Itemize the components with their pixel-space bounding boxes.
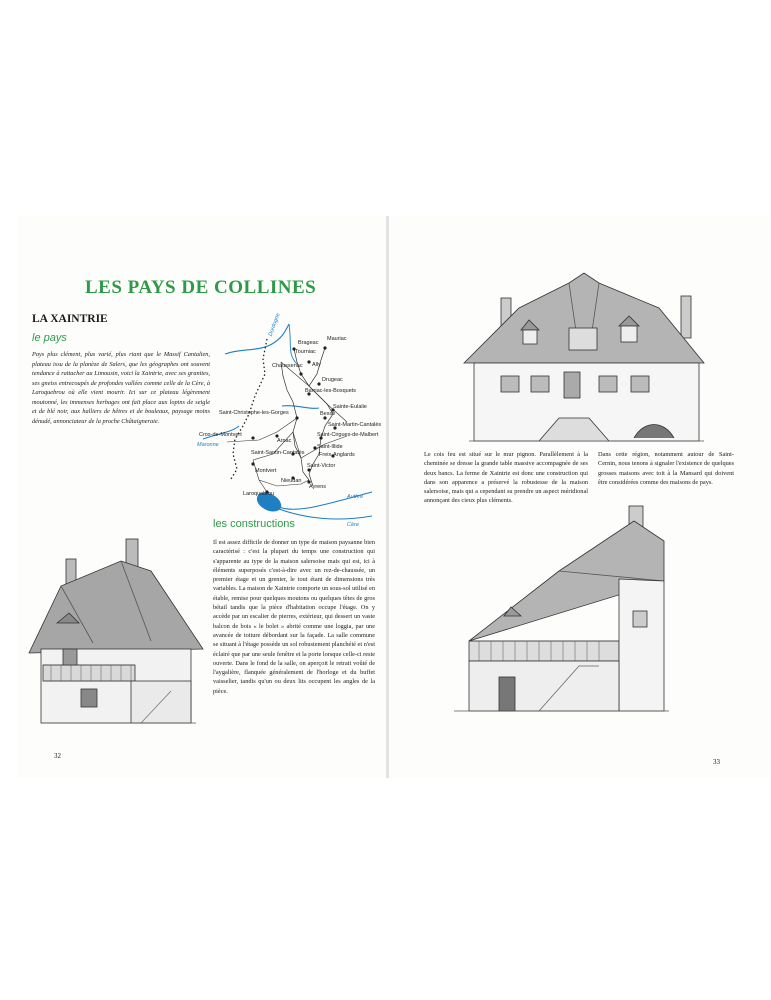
map-label-ayrens: Ayrens	[309, 484, 327, 490]
river-dordogne	[225, 324, 289, 354]
river-label-maronne: Maronne	[197, 442, 219, 448]
map-label-tourniac: Tourniac	[295, 349, 316, 355]
map-label-st-christophe: Saint-Christophe-les-Gorges	[219, 410, 289, 416]
farmhouse-balcony-illustration	[449, 501, 674, 731]
constructions-paragraph: Il est assez difficile de donner un type de maison paysanne bien caractérisé : c'est la plupart du temps une construction qui s'apparente au type de la maison salersoise mais qui est, ici à éléments superposés c'est-à-dire avec un rez-de-chaussée, un premier étage et un grenier, le tout étant de dimensions très variables. La maison de Xaintrie comporte un sous-sol utilisé en étable, remise pour quelques moutons ou quelques têtes de gros bétail tandis que la pièce d'habitation occupe l'étage. On y accède par un escalier de pierres, extérieur, qui dessert un vaste balcon de bois « le bolet » abrité comme une loggia, par une avancée de toiture débordant sur la façade. La salle commune se situant à l'étage possède un sol robustement planchéié et n'est éclairé que par une seule fenêtre et la porte lorsque celle-ci reste ouverte. Dans le fond de la salle, on aperçoit le retrait voûté de l'aygalière, flanquée généralement de l'horloge et du buffet vaisselier, tandis qu'un ou deux lits occupent les angles de la pièce.	[213, 539, 375, 695]
xaintrie-map	[197, 312, 382, 529]
map-label-besse: Besse	[320, 411, 336, 417]
map-label-st-martin: Saint-Martin-Cantalès	[328, 422, 382, 428]
page-number-right: 33	[713, 758, 720, 766]
map-label-brageac: Brageac	[298, 340, 319, 346]
region-heading: LA XAINTRIE	[32, 313, 108, 325]
map-label-arnac: Arnac	[277, 438, 292, 444]
river-label-cere: Cère	[347, 522, 359, 528]
map-label-chaussenac: Chaussenac	[272, 363, 303, 369]
map-label-cros-de-montvert: Cros-de-Montvert	[199, 432, 242, 438]
subheading-pays: le pays	[32, 332, 67, 344]
river-label-authre: Authre	[347, 494, 364, 500]
map-label-freix-anglards: Freix-Anglards	[319, 452, 355, 458]
map-label-drugeac: Drugeac	[322, 377, 343, 383]
map-label-montvert: Montvert	[255, 468, 277, 474]
mansard-house-illustration	[459, 268, 709, 448]
map-label-sainte-eulalie: Sainte-Eulalie	[333, 404, 367, 410]
right-col1-paragraph: Le cois feu est situé sur le mur pignon. Parallèlement à la cheminée se dresse la grande table massive accompagnée de ses deux bancs. La ferme de Xaintrie est donc une construction qui dans son apparence a préservé la robustesse de la maison salersoise, mais qui a cependant su prendre un aspect méridional annonçant des cieux plus cléments.	[424, 451, 588, 505]
page-title: LES PAYS DE COLLINES	[85, 277, 317, 298]
map-label-mauriac: Mauriac	[327, 336, 347, 342]
map-label-st-cirgues: Saint-Cirgues-de-Malbert	[317, 432, 379, 438]
map-label-st-illide: Saint-Illide	[317, 444, 343, 450]
river-label-dordogne: Dordogne	[267, 312, 282, 338]
map-label-laroquebrou: Laroquebrou	[243, 491, 275, 497]
map-label-st-victor: Saint-Victor	[307, 463, 336, 469]
map-label-barriac: Barriac-les-Bosquets	[305, 388, 357, 394]
subheading-constructions: les constructions	[213, 518, 295, 530]
intro-paragraph: Pays plus clément, plus varié, plus riant que le Massif Cantalien, plateau issu de la planèze de Salers, que les géographes ont souvent tendance à rattacher au Limousin, voici la Xaintrie, avec ses granites, ses gneiss entrecoupés de profondes vallées comme celle de la Cère, à Laroquebrou où elle vient mourir. Ici sur ce plateau légèrement moutonné, les immenses herbages ont fait place aux lopins de seigle et de blé noir, aux halliers de hêtres et de bouleaux, paysage moins dénudé, annonciateur de la proche Châtaigneraie.	[32, 351, 210, 425]
map-label-st-santin: Saint-Santin-Cantalès	[251, 450, 305, 456]
left-page	[17, 216, 387, 778]
map-label-ally: Ally	[312, 362, 321, 368]
map-label-nieudan: Nieudan	[281, 478, 302, 484]
page-number-left: 32	[54, 752, 61, 760]
xaintrie-house-illustration	[21, 531, 206, 731]
right-page	[389, 216, 769, 778]
right-col2-paragraph: Dans cette région, notamment autour de Saint-Cernin, nous tenons à signaler l'existence de quelques grosses maisons avec toit à la Mansard qui doivent être considérées comme des maisons de pays.	[598, 451, 734, 486]
